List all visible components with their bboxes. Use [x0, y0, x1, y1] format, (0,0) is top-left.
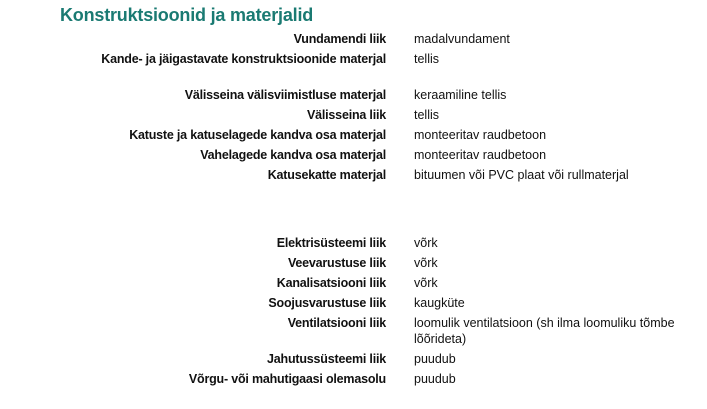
load-bearing-material-value: tellis — [414, 52, 440, 66]
construction-row-roof-structure — [0, 125, 707, 145]
system-row-cooling — [0, 349, 707, 369]
electric-system-label: Elektrisüsteemi liik — [276, 236, 386, 250]
gas-presence-value: puudub — [414, 372, 456, 386]
system-row-water — [0, 253, 707, 273]
heat-supply-label: Soojusvarustuse liik — [268, 296, 386, 310]
heat-supply-value: kaugküte — [414, 296, 465, 310]
floor-structure-label: Vahelagede kandva osa materjal — [200, 148, 386, 162]
system-row-heating — [0, 293, 707, 313]
construction-row-foundation — [0, 29, 707, 49]
exterior-wall-type-label: Välisseina liik — [307, 108, 386, 122]
system-row-sewer — [0, 273, 707, 293]
construction-row-exterior-finish — [0, 85, 707, 105]
exterior-finish-value: keraamiline tellis — [414, 88, 507, 102]
section-title: Konstruktsioonid ja materjalid — [60, 5, 314, 25]
system-row-gas — [0, 369, 707, 389]
roofing-material-value: bituumen või PVC plaat või rullmaterjal — [414, 168, 629, 182]
cooling-system-label: Jahutussüsteemi liik — [267, 352, 386, 366]
exterior-wall-type-value: tellis — [414, 108, 440, 122]
floor-structure-value: monteeritav raudbetoon — [414, 148, 547, 162]
load-bearing-material-label: Kande- ja jäigastavate konstruktsioonide materjal — [101, 52, 386, 66]
water-supply-label: Veevarustuse liik — [287, 256, 386, 270]
ventilation-type-label: Ventilatsiooni liik — [287, 316, 386, 330]
construction-row-exterior-wall — [0, 105, 707, 125]
roofing-material-label: Katusekatte materjal — [267, 168, 386, 182]
system-row-electric — [0, 233, 707, 253]
electric-system-value: võrk — [414, 236, 438, 250]
gas-presence-label: Võrgu- või mahutigaasi olemasolu — [188, 372, 386, 386]
sewer-type-value: võrk — [414, 276, 438, 290]
system-row-ventilation — [0, 313, 707, 349]
sewer-type-label: Kanalisatsiooni liik — [276, 276, 386, 290]
foundation-type-value: madalvundament — [414, 32, 510, 46]
construction-row-floor-structure — [0, 145, 707, 165]
exterior-finish-label: Välisseina välisviimistluse materjal — [184, 88, 386, 102]
cooling-system-value: puudub — [414, 352, 456, 366]
construction-row-load-bearing — [0, 49, 707, 69]
roof-structure-label: Katuste ja katuselagede kandva osa materjal — [129, 128, 386, 142]
roof-structure-value: monteeritav raudbetoon — [414, 128, 547, 142]
water-supply-value: võrk — [414, 256, 438, 270]
ventilation-type-value: loomulik ventilatsioon (sh ilma loomuliku tõmbe lõõrideta) — [414, 316, 675, 346]
construction-row-roofing — [0, 165, 707, 185]
foundation-type-label: Vundamendi liik — [293, 32, 386, 46]
